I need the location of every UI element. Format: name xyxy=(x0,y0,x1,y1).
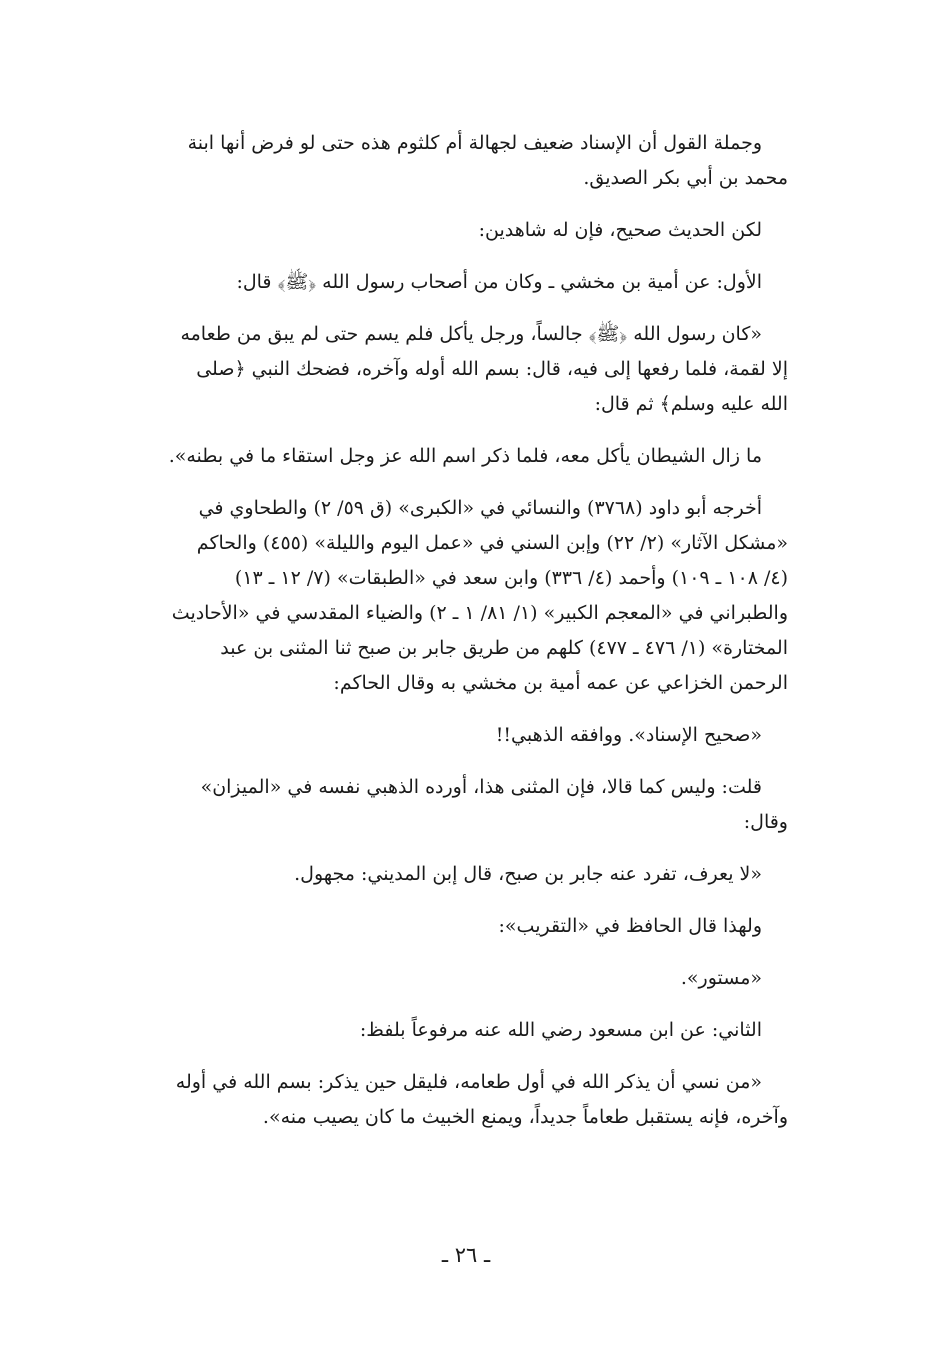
paragraph xyxy=(104,718,788,753)
text-line: وقال: xyxy=(743,811,788,833)
paragraph xyxy=(104,1065,788,1135)
paragraph xyxy=(104,439,788,474)
text-line: ما زال الشيطان يأكل معه، فلما ذكر اسم الله عز وجل استقاء ما في بطنه». xyxy=(168,445,762,467)
paragraph xyxy=(104,265,788,300)
paragraph xyxy=(104,1013,788,1048)
text-line: «مشكل الآثار» (٢/ ٢٢) وإبن السني في «عمل اليوم والليلة» (٤٥٥) والحاكم xyxy=(196,532,788,554)
text-line: الثاني: عن ابن مسعود رضي الله عنه مرفوعاً بلفظ: xyxy=(359,1019,762,1041)
paragraph xyxy=(104,213,788,248)
text-line: قلت: وليس كما قالا، فإن المثنى هذا، أورده الذهبي نفسه في «الميزان» xyxy=(200,776,762,798)
paragraph xyxy=(104,909,788,944)
text-line: إلا لقمة، فلما رفعها إلى فيه، قال: بسم الله أوله وآخره، فضحك النبي ﴿صلى xyxy=(196,358,788,380)
text-line: لكن الحديث صحيح، فإن له شاهدين: xyxy=(478,219,762,241)
paragraph xyxy=(104,317,788,422)
text-line: ولهذا قال الحافظ في «التقريب»: xyxy=(498,915,762,937)
text-line: المختارة» (١/ ٤٧٦ ـ ٤٧٧) كلهم من طريق جابر بن صبح ثنا المثنى بن عبد xyxy=(220,637,788,659)
text-line: وآخره، فإنه يستقبل طعاماً جديداً، ويمنع الخبيث ما كان يصيب منه». xyxy=(262,1106,788,1128)
text-line: «مستور». xyxy=(680,967,762,989)
text-line: وجملة القول أن الإسناد ضعيف لجهالة أم كلثوم هذه حتى لو فرض أنها ابنة xyxy=(187,132,762,154)
text-line: والطبراني في «المعجم الكبير» (١/ ٨١/ ١ ـ ٢) والضياء المقدسي في «الأحاديث xyxy=(171,602,788,624)
text-line: (٤/ ١٠٨ ـ ١٠٩) وأحمد (٤/ ٣٣٦) وابن سعد في «الطبقات» (٧/ ١٢ ـ ١٣) xyxy=(234,567,788,589)
paragraph xyxy=(104,961,788,996)
text-line: محمد بن أبي بكر الصديق. xyxy=(583,167,788,189)
text-line: «لا يعرف، تفرد عنه جابر بن صبح، قال إبن المديني: مجهول. xyxy=(294,863,762,885)
page-number: ـ ٢٦ ـ xyxy=(441,1243,491,1267)
text-line: «كان رسول الله ﴿ﷺ﴾ جالساً، ورجل يأكل فلم يسم حتى لم يبق من طعامه xyxy=(180,323,762,345)
paragraph xyxy=(104,857,788,892)
text-line: الله عليه وسلم﴾ ثم قال: xyxy=(594,393,788,415)
body-text xyxy=(104,126,788,1152)
text-line: أخرجه أبو داود (٣٧٦٨) والنسائي في «الكبرى» (ق ٥٩/ ٢) والطحاوي في xyxy=(198,497,762,519)
text-line: «صحيح الإسناد». ووافقه الذهبي!! xyxy=(495,724,762,746)
paragraph xyxy=(104,491,788,701)
paragraph xyxy=(104,126,788,196)
text-line: «من نسي أن يذكر الله في أول طعامه، فليقل حين يذكر: بسم الله في أوله xyxy=(175,1071,762,1093)
text-line: الأول: عن أمية بن مخشي ـ وكان من أصحاب رسول الله ﴿ﷺ﴾ قال: xyxy=(236,271,762,293)
paragraph xyxy=(104,770,788,840)
text-line: الرحمن الخزاعي عن عمه أمية بن مخشي به وقال الحاكم: xyxy=(333,672,788,694)
